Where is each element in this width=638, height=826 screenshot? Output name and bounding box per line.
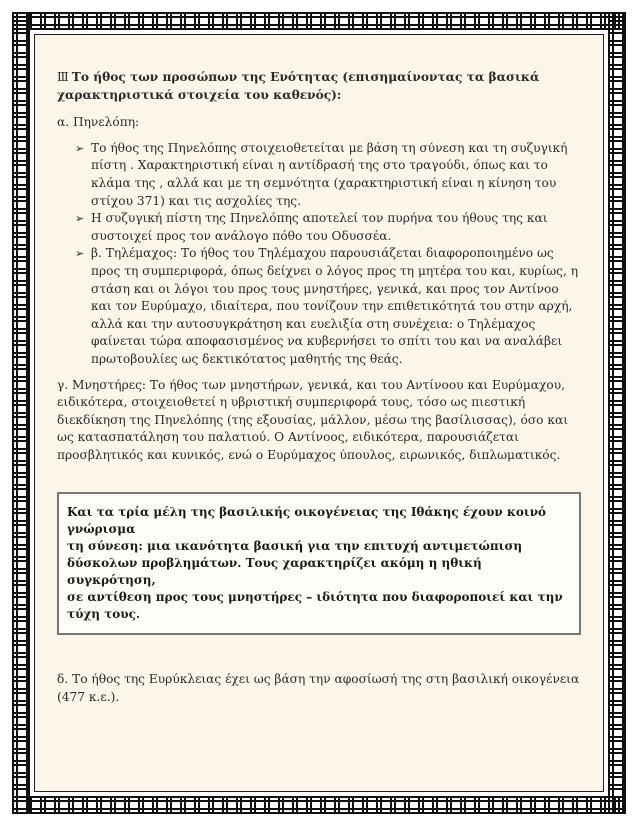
summary-callout-box bbox=[57, 492, 581, 635]
callout-line: δύσκολων προβλημάτων. Τους χαρακτηρίζει ακόμη η ηθική συγκρότηση, bbox=[67, 556, 482, 588]
section-a-label: α. Πηνελόπη: bbox=[57, 115, 140, 130]
callout-line: σε αντίθεση προς τους μνηστήρες – ιδιότητα που διαφοροποιεί και την τύχη τους. bbox=[67, 590, 563, 622]
greek-key-border-left bbox=[14, 14, 28, 812]
section-heading bbox=[57, 69, 581, 104]
section-c-paragraph: γ. Μνηστήρες: Το ήθος των μνηστήρων, γενικά, και του Αντίνοου και Ευρύμαχου, ειδικότερα, στοιχειοθετεί η υβριστική συμπεριφορά τους, τόσο ως πιεστική διεκδίκηση της Πηνελόπης (της εξουσίας, μάλλον, μέσω της βασίλισσας), όσο και ως κατασπατάληση του παλατιού. Ο Αντίνοος, ειδικότερα, παρουσιάζεται προσβλητικός και κυνικός, ενώ ο Ευρύμαχος ύπουλος, ειρωνικός, διπλωματικός. bbox=[57, 377, 568, 462]
section-d-paragraph: δ. Το ήθος της Ευρύκλειας έχει ως βάση την αφοσίωσή της στη βασιλική οικογένεια (477 κ.ε.). bbox=[57, 672, 580, 705]
heading-text: Το ήθος των προσώπων της Ενότητας (επισημαίνοντας τα βασικά χαρακτηριστικά στοιχεία του καθενός): bbox=[57, 70, 540, 102]
bullet-item: ➢ β. Τηλέμαχος: Το ήθος του Τηλέμαχου παρουσιάζεται διαφοροποιημένο ως προς τη συμπεριφορά, όπως δείχνει ο λόγος προς τη μητέρα του και, κυρίως, η στάση και οι λόγοι του προς τους μνηστήρες, γενικά, και προς τον Αντίνοο και τον Ευρύμαχο, ιδιαίτερα, που τονίζουν την επιθετικότητά του στην αρχή, αλλά και την αυτοσυγκράτηση και ευελιξία στη συνέχεια: ο Τηλέμαχος φαίνεται τώρα αποφασισμένος να κυβερνήσει το σπίτι του και να αναλάβει πρωτοβουλίες ως δεκτικότατος μαθητής της θεάς. bbox=[75, 245, 581, 368]
greek-key-border-top bbox=[14, 14, 624, 28]
roman-numeral-mark: Ⅲ bbox=[57, 70, 69, 84]
greek-key-border-right bbox=[610, 14, 624, 812]
bullet-item: ➢ Η συζυγική πίστη της Πηνελόπης αποτελεί τον πυρήνα του ήθους της και συστοιχεί προς τον ανάλογο πόθο του Οδυσσέα. bbox=[75, 210, 581, 245]
section-a-bullets bbox=[57, 140, 581, 369]
callout-line: Και τα τρία μέλη της βασιλικής οικογένειας της Ιθάκης έχουν κοινό γνώρισμα bbox=[67, 505, 547, 537]
greek-key-border-bottom bbox=[14, 798, 624, 812]
callout-line: τη σύνεση: μια ικανότητα βασική για την επιτυχή αντιμετώπιση bbox=[67, 539, 523, 554]
content-panel bbox=[34, 34, 604, 792]
bullet-item: ➢ Το ήθος της Πηνελόπης στοιχειοθετείται με βάση τη σύνεση και τη συζυγική πίστη . Χαρακτηριστική είναι η αντίδρασή της στο τραγούδι, όπως και το κλάμα της , αλλά και με τη σεμνότητα (χαρακτηριστική είναι η κίνηση του στίχου 371) και τις ασχολίες της. bbox=[75, 140, 581, 210]
